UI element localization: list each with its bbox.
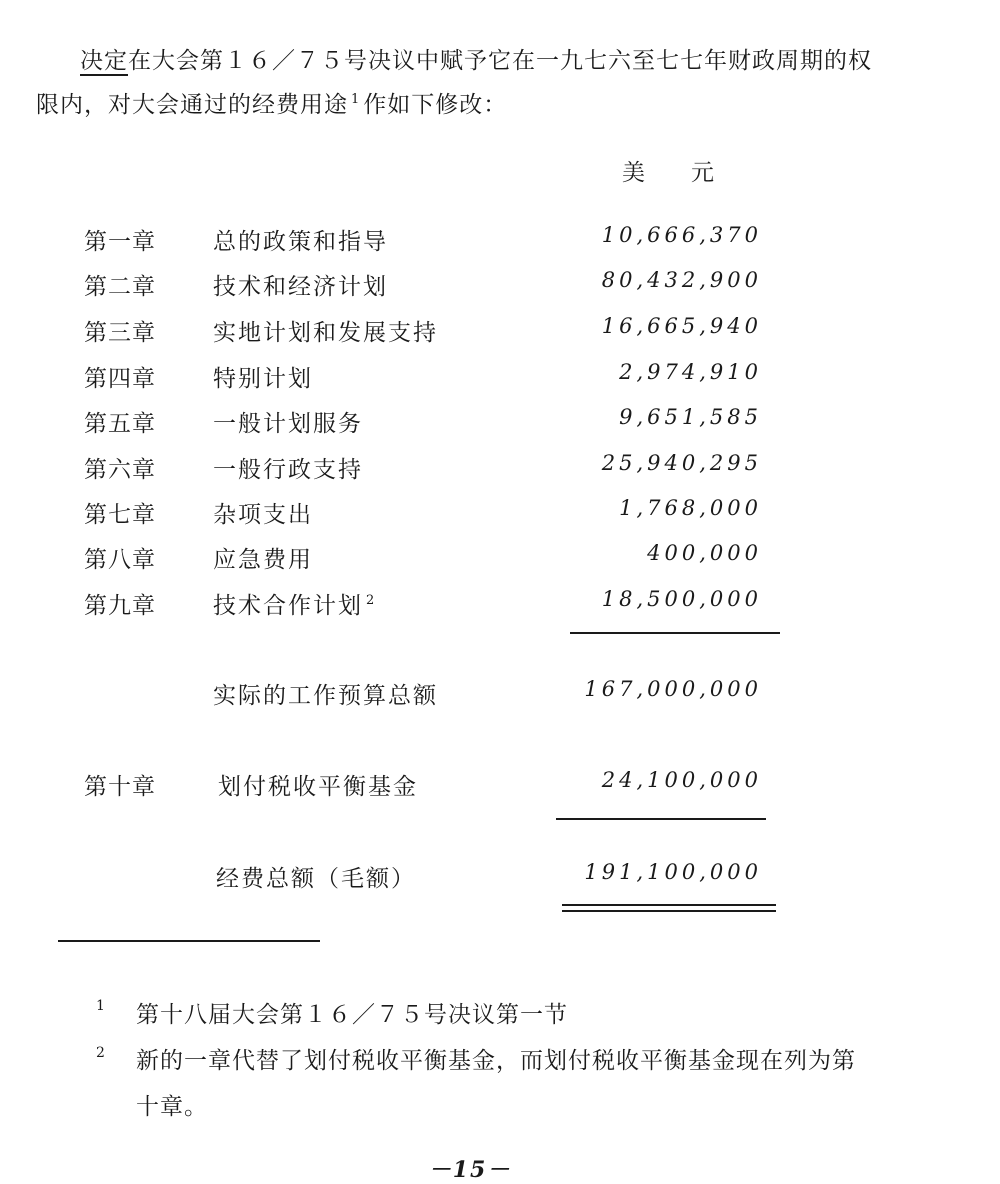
- table-row: [0, 268, 1000, 302]
- table-row: [0, 405, 1000, 439]
- chapter-description-text: 技术合作计划: [213, 593, 363, 619]
- chapter-description: [213, 587, 379, 620]
- chapter-label: 第六章: [84, 457, 156, 483]
- chapter-label: 第五章: [84, 411, 156, 437]
- grand-total-amount: 191,100,000: [584, 860, 762, 884]
- currency-header: 美元: [622, 160, 760, 186]
- grand-total-label: 经费总额（毛额）: [216, 866, 416, 892]
- chapter-label: 第四章: [84, 366, 156, 392]
- footnote-ref-1: 1: [351, 92, 361, 108]
- table-row: [0, 587, 1000, 621]
- footnote-mark-2: 2: [96, 1045, 105, 1061]
- total-rule: [556, 818, 766, 820]
- footnote-mark-1: 1: [96, 998, 105, 1014]
- table-row: [0, 451, 1000, 485]
- chapter-description: 划付税收平衡基金: [218, 774, 418, 800]
- chapter-description: 总的政策和指导: [213, 229, 388, 255]
- chapter-description: 特别计划: [213, 366, 313, 392]
- subtotal-row: [0, 677, 1000, 711]
- page-number: －15－: [428, 1157, 512, 1183]
- footnote-1-text: 第十八届大会第１６／７５号决议第一节: [136, 1002, 568, 1028]
- table-row: [0, 496, 1000, 530]
- subtotal-label: 实际的工作预算总额: [213, 683, 438, 709]
- chapter-amount: 2,974,910: [619, 360, 762, 384]
- chapter-label: 第二章: [84, 274, 156, 300]
- intro-underlined-word: 决定: [80, 48, 128, 74]
- chapter-amount: 16,665,940: [601, 314, 762, 338]
- intro-line-1-text: 在大会第１６／７５号决议中赋予它在一九七六至七七年财政周期的权: [128, 48, 872, 74]
- grand-total-row: [0, 860, 1000, 894]
- intro-line-2-end: 作如下修改：: [363, 92, 508, 118]
- table-row: [0, 360, 1000, 394]
- grand-total-double-rule: [562, 904, 776, 912]
- intro-line-2-text: 限内，对大会通过的经费用途: [36, 92, 348, 118]
- chapter-amount: 400,000: [647, 541, 762, 565]
- table-row: [0, 223, 1000, 257]
- subtotal-rule: [570, 632, 780, 634]
- chapter-label: 第八章: [84, 547, 156, 573]
- intro-line-1: [80, 42, 872, 75]
- chapter-amount: 25,940,295: [601, 451, 762, 475]
- chapter-label: 第十章: [84, 774, 156, 800]
- chapter-amount: 9,651,585: [619, 405, 762, 429]
- chapter-description: 一般计划服务: [213, 411, 363, 437]
- chapter-ten-row: [0, 768, 1000, 802]
- footnote-2-line-1: 新的一章代替了划付税收平衡基金，而划付税收平衡基金现在列为第: [136, 1048, 856, 1074]
- chapter-label: 第九章: [84, 593, 156, 619]
- chapter-label: 第一章: [84, 229, 156, 255]
- chapter-description: 一般行政支持: [213, 457, 363, 483]
- chapter-description: 技术和经济计划: [213, 274, 388, 300]
- footnote-2-line-2: 十章。: [136, 1094, 208, 1120]
- chapter-label: 第七章: [84, 502, 156, 528]
- intro-line-2: [36, 86, 507, 119]
- table-row: [0, 314, 1000, 348]
- chapter-amount: 18,500,000: [601, 587, 762, 611]
- subtotal-amount: 167,000,000: [584, 677, 762, 701]
- chapter-amount: 80,432,900: [601, 268, 762, 292]
- chapter-amount: 10,666,370: [601, 223, 762, 247]
- footnote-separator: [58, 940, 320, 942]
- chapter-description: 应急费用: [213, 547, 313, 573]
- footnote-ref-2: 2: [366, 593, 377, 609]
- chapter-amount: 1,768,000: [619, 496, 762, 520]
- chapter-amount: 24,100,000: [601, 768, 762, 792]
- table-row: [0, 541, 1000, 575]
- chapter-label: 第三章: [84, 320, 156, 346]
- chapter-description: 杂项支出: [213, 502, 313, 528]
- chapter-description: 实地计划和发展支持: [213, 320, 438, 346]
